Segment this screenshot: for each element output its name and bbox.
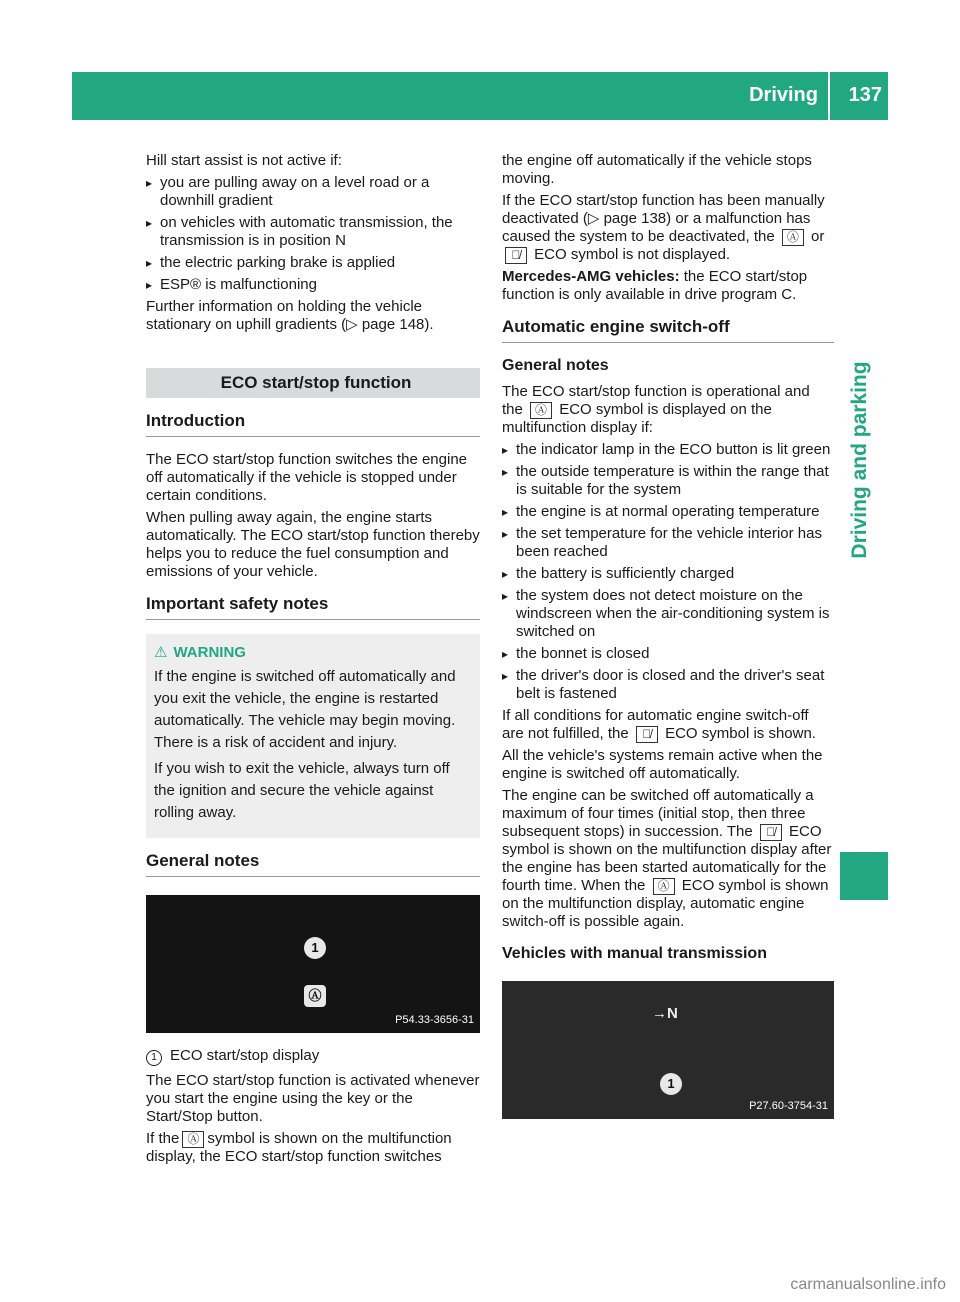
eco-off-icon: Ⓐ̸ (760, 824, 782, 841)
heading-introduction: Introduction (146, 412, 480, 437)
gear-indicator: →N (652, 1005, 678, 1022)
continued-text: the engine off automatically if the vehicle stops moving. (502, 152, 812, 187)
list-item: ▸ the driver's door is closed and the driver's seat belt is fastened (502, 667, 834, 703)
callout-badge: 1 (660, 1073, 682, 1095)
text-run: ECO symbol is shown on the multifunction display after the engine has been started automatically for the fourth time. When the (502, 823, 832, 894)
page-title: Driving (749, 84, 818, 106)
side-tab (840, 310, 880, 610)
list-item: ▸ you are pulling away on a level road or a downhill gradient (146, 174, 480, 210)
list-item: ▸ the engine is at normal operating temperature (502, 503, 834, 521)
list-item: ▸ on vehicles with automatic transmission, the transmission is in position N (146, 214, 480, 250)
list-item: ▸ ESP® is malfunctioning (146, 276, 480, 294)
eco-icon: Ⓐ (782, 229, 804, 246)
intro-paragraph: The ECO start/stop function switches the engine off automatically if the vehicle is stopped under certain conditions. (146, 451, 467, 504)
eco-icon: Ⓐ (182, 1131, 204, 1148)
list-item: ▸ the indicator lamp in the ECO button is lit green (502, 441, 834, 459)
figure-caption: ECO start/stop display (170, 1047, 320, 1064)
section-title: ECO start/stop function (146, 368, 480, 398)
list-item: ▸ the electric parking brake is applied (146, 254, 480, 272)
text-run: symbol is shown on the multifunction display, the ECO start/stop function switches (146, 1130, 452, 1165)
left-column (146, 152, 480, 1170)
eco-icon: Ⓐ (304, 985, 326, 1007)
warning-title: WARNING (173, 644, 246, 661)
text-run: or (811, 228, 825, 245)
heading-manual-transmission: Vehicles with manual transmission (502, 945, 767, 962)
hill-start-intro: Hill start assist is not active if: (146, 152, 342, 169)
right-column (502, 152, 834, 1133)
text-run: the ECO start/stop function is only available in drive program C. (502, 268, 808, 303)
callout-badge: 1 (304, 937, 326, 959)
hill-start-list (146, 174, 480, 294)
callout-number: 1 (146, 1050, 162, 1066)
further-info: Further information on holding the vehicle stationary on uphill gradients (▷ page 148). (146, 298, 434, 333)
warning-box (146, 634, 480, 838)
warning-icon: ⚠ (154, 644, 168, 661)
eco-display-figure (146, 895, 480, 1033)
text-run: If the (146, 1130, 180, 1147)
text-run: ECO symbol is shown. (665, 725, 816, 742)
page-number: 137 (848, 84, 882, 106)
list-item: ▸ the battery is sufficiently charged (502, 565, 834, 583)
activation-text: The ECO start/stop function is activated whenever you start the engine using the key or the Start/Stop button. (146, 1072, 480, 1125)
text-run: The engine can be switched off automatically a maximum of four times (initial stop, then three subsequent stops) in succession. The (502, 787, 814, 840)
header-divider (828, 72, 830, 120)
list-item: ▸ the set temperature for the vehicle interior has been reached (502, 525, 834, 561)
intro-paragraph: When pulling away again, the engine starts automatically. The ECO start/stop function thereby helps you to reduce the fuel consumption and emissions of your vehicle. (146, 509, 480, 580)
watermark: carmanualsonline.info (790, 1276, 946, 1293)
systems-active-text: All the vehicle's systems remain active when the engine is switched off automatically. (502, 747, 823, 782)
text-run: ECO symbol is shown on the multifunction display, automatic engine switch-off is possible again. (502, 877, 829, 930)
figure-code: P54.33-3656-31 (395, 1014, 474, 1026)
heading-general-notes: General notes (146, 852, 480, 877)
list-item: ▸ the bonnet is closed (502, 645, 834, 663)
text-run: The ECO start/stop function is operational and the (502, 383, 810, 418)
amg-label: Mercedes-AMG vehicles: (502, 268, 680, 285)
eco-icon: Ⓐ (530, 402, 552, 419)
side-tab-label: Driving and parking (848, 361, 871, 559)
heading-safety: Important safety notes (146, 595, 480, 620)
conditions-list (502, 441, 834, 703)
heading-auto-switch-off: Automatic engine switch-off (502, 318, 834, 343)
heading-general-notes: General notes (502, 357, 609, 374)
list-item: ▸ the system does not detect moisture on the windscreen when the air-conditioning system is switched on (502, 587, 834, 641)
eco-off-icon: Ⓐ̸ (636, 726, 658, 743)
eco-icon: Ⓐ (653, 878, 675, 895)
text-run: If the ECO start/stop function has been manually deactivated (▷ page 138) or a malfunction has caused the system to be deactivated, the (502, 192, 825, 245)
list-item: ▸ the outside temperature is within the range that is suitable for the system (502, 463, 834, 499)
warning-text: If you wish to exit the vehicle, always turn off the ignition and secure the vehicle against rolling away. (154, 760, 450, 821)
eco-off-icon: Ⓐ̸ (505, 247, 527, 264)
text-run: ECO symbol is not displayed. (534, 246, 731, 263)
figure-code: P27.60-3754-31 (749, 1100, 828, 1112)
text-run: ECO symbol is displayed on the multifunction display if: (502, 401, 772, 436)
warning-text: If the engine is switched off automatically and you exit the vehicle, the engine is restarted automatically. The vehicle may begin moving. There is a risk of accident and injury. (154, 668, 456, 751)
header-bar (72, 72, 888, 120)
manual-transmission-figure (502, 981, 834, 1119)
side-tab-marker (840, 852, 888, 900)
text-run: If all conditions for automatic engine switch-off are not fulfilled, the (502, 707, 809, 742)
